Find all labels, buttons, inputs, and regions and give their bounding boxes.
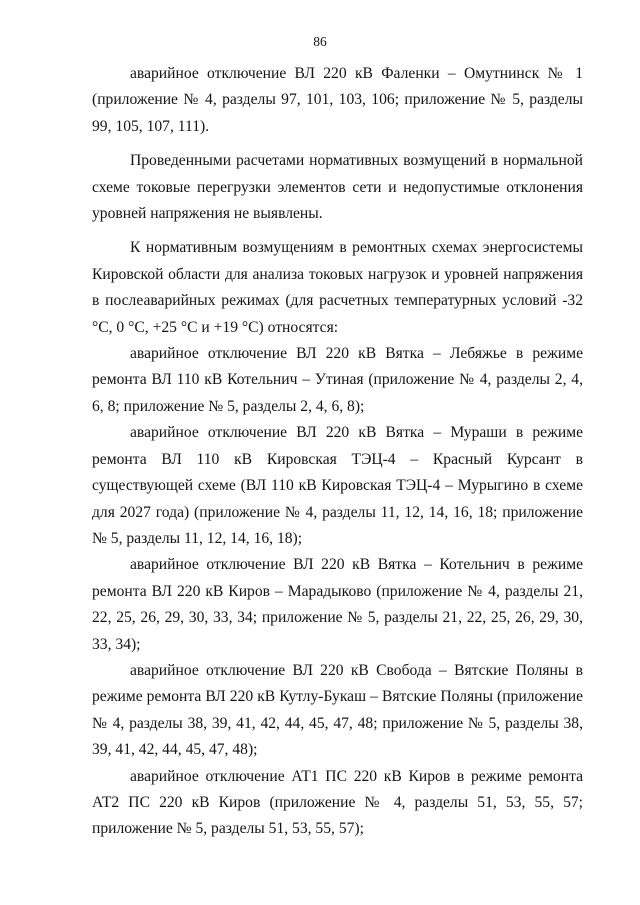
paragraph-outage-vyatka-murashi: аварийное отключение ВЛ 220 кВ Вятка – Мураши в режиме ремонта ВЛ 110 кВ Кировская ТЭЦ-4 – Красный Курсант в существующей схеме (ВЛ 110 кВ Кировская ТЭЦ-4 – Мурыгино в схеме для 2027 года) (приложение № 4, разделы 11, 12, 14, 16, 18; приложение № 5, разделы 11, 12, 14, 16, 18); — [92, 424, 583, 547]
paragraph-normal-scheme-conclusion: Проведенными расчетами нормативных возмущений в нормальной схеме токовые перегрузки элементов сети и недопустимые отклонения уровней напряжения не выявлены. — [92, 152, 583, 223]
paragraph-repair-schemes-intro: К нормативным возмущениям в ремонтных схемах энергосистемы Кировской области для анализа токовых нагрузок и уровней напряжения в послеаварийных режимах (для расчетных температурных условий -32 °С, 0 °С, +25 °С и +19 °С) относятся: — [92, 239, 583, 336]
paragraph-outage-falenki-omutninsk: аварийное отключение ВЛ 220 кВ Фаленки – Омутнинск № 1 (приложение № 4, разделы 97, 101, 103, 106; приложение № 5, разделы 99, 105, 107, 111). — [92, 65, 583, 135]
paragraph-outage-svoboda-vyatskie-polyany: аварийное отключение ВЛ 220 кВ Свобода – Вятские Поляны в режиме ремонта ВЛ 220 кВ Кутлу-Букаш – Вятские Поляны (приложение № 4, разделы 38, 39, 41, 42, 44, 45, 47, 48; приложение № 5, разделы 38, 39, 41, 42, 44, 45, 47, 48); — [92, 661, 583, 759]
paragraph-outage-vyatka-kotelnich: аварийное отключение ВЛ 220 кВ Вятка – Котельнич в режиме ремонта ВЛ 220 кВ Киров – Марадыково (приложение № 4, разделы 21, 22, 25, 26, 29, 30, 33, 34; приложение № 5, разделы 21, 22, 25, 26, 29, 30, 33, 34); — [92, 556, 583, 653]
paragraph-outage-vyatka-lebyazhye: аварийное отключение ВЛ 220 кВ Вятка – Лебяжье в режиме ремонта ВЛ 110 кВ Котельнич – Утиная (приложение № 4, разделы 2, 4, 6, 8; приложение № 5, разделы 2, 4, 6, 8); — [92, 345, 583, 415]
page-number: 86 — [313, 34, 327, 49]
body-text — [92, 61, 583, 843]
paragraph-outage-at1-kirov: аварийное отключение АТ1 ПС 220 кВ Киров в режиме ремонта АТ2 ПС 220 кВ Киров (приложение № 4, разделы 51, 53, 55, 57; приложение № 5, разделы 51, 53, 55, 57); — [92, 767, 583, 838]
